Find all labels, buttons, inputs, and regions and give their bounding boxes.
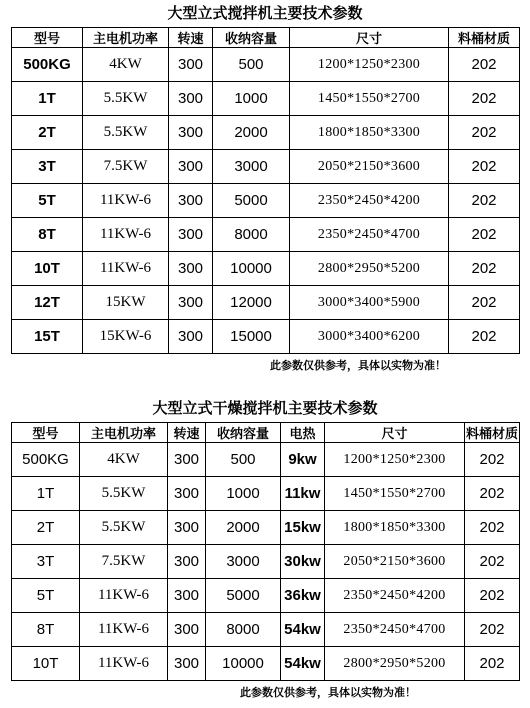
header-speed: 转速 [169, 28, 213, 48]
cell-dimensions: 1800*1850*3300 [325, 511, 465, 545]
cell-capacity: 3000 [213, 150, 290, 184]
cell-motor-power: 11KW-6 [83, 184, 169, 218]
cell-capacity: 8000 [206, 613, 281, 647]
cell-model: 5T [12, 579, 80, 613]
cell-model: 2T [12, 116, 83, 150]
cell-model: 10T [12, 252, 83, 286]
table-row [12, 511, 520, 545]
table-row [12, 443, 520, 477]
cell-capacity: 2000 [213, 116, 290, 150]
cell-speed: 300 [168, 579, 206, 613]
cell-dimensions: 2350*2450*4700 [290, 218, 449, 252]
cell-dimensions: 3000*3400*5900 [290, 286, 449, 320]
cell-motor-power: 5.5KW [83, 116, 169, 150]
cell-dimensions: 1200*1250*2300 [325, 443, 465, 477]
cell-barrel-material: 202 [449, 252, 520, 286]
cell-dimensions: 2350*2450*4200 [290, 184, 449, 218]
cell-speed: 300 [169, 218, 213, 252]
cell-model: 12T [12, 286, 83, 320]
cell-model: 3T [12, 545, 80, 579]
table-row [12, 252, 520, 286]
table-row [12, 613, 520, 647]
cell-barrel-material: 202 [449, 82, 520, 116]
cell-motor-power: 5.5KW [80, 477, 168, 511]
cell-motor-power: 5.5KW [80, 511, 168, 545]
cell-model: 1T [12, 82, 83, 116]
header-motor-power: 主电机功率 [83, 28, 169, 48]
cell-capacity: 10000 [206, 647, 281, 681]
table-row [12, 48, 520, 82]
cell-electric-heating: 54kw [281, 647, 325, 681]
cell-capacity: 500 [213, 48, 290, 82]
cell-dimensions: 2800*2950*5200 [325, 647, 465, 681]
cell-capacity: 1000 [206, 477, 281, 511]
table-row [12, 116, 520, 150]
cell-capacity: 2000 [206, 511, 281, 545]
dryer-mixer-spec-table [11, 422, 520, 681]
table-row [12, 477, 520, 511]
cell-barrel-material: 202 [465, 511, 520, 545]
cell-motor-power: 11KW-6 [83, 218, 169, 252]
cell-speed: 300 [169, 286, 213, 320]
cell-barrel-material: 202 [465, 579, 520, 613]
header-model: 型号 [12, 28, 83, 48]
cell-speed: 300 [169, 150, 213, 184]
cell-dimensions: 2350*2450*4200 [325, 579, 465, 613]
cell-capacity: 12000 [213, 286, 290, 320]
cell-speed: 300 [168, 647, 206, 681]
table2-title: 大型立式干燥搅拌机主要技术参数 [152, 399, 378, 417]
cell-capacity: 5000 [213, 184, 290, 218]
header-electric-heating: 电热 [281, 423, 325, 443]
cell-speed: 300 [169, 82, 213, 116]
cell-dimensions: 2050*2150*3600 [325, 545, 465, 579]
cell-model: 8T [12, 613, 80, 647]
cell-barrel-material: 202 [449, 320, 520, 354]
cell-model: 15T [12, 320, 83, 354]
cell-electric-heating: 30kw [281, 545, 325, 579]
cell-speed: 300 [169, 116, 213, 150]
cell-model: 500KG [12, 48, 83, 82]
cell-barrel-material: 202 [465, 477, 520, 511]
cell-model: 1T [12, 477, 80, 511]
table-row [12, 82, 520, 116]
cell-dimensions: 3000*3400*6200 [290, 320, 449, 354]
cell-barrel-material: 202 [449, 116, 520, 150]
cell-motor-power: 11KW-6 [80, 613, 168, 647]
cell-speed: 300 [169, 320, 213, 354]
table-row [12, 320, 520, 354]
header-capacity: 收纳容量 [206, 423, 281, 443]
header-capacity: 收纳容量 [213, 28, 290, 48]
table2-note: 此参数仅供参考，具体以实物为准！ [240, 686, 416, 699]
mixer-spec-table [11, 27, 520, 354]
cell-barrel-material: 202 [465, 647, 520, 681]
table-row [12, 545, 520, 579]
header-dimensions: 尺寸 [290, 28, 449, 48]
cell-model: 2T [12, 511, 80, 545]
header-barrel-material: 料桶材质 [449, 28, 520, 48]
cell-dimensions: 1450*1550*2700 [325, 477, 465, 511]
cell-barrel-material: 202 [449, 286, 520, 320]
cell-speed: 300 [169, 48, 213, 82]
cell-capacity: 8000 [213, 218, 290, 252]
cell-dimensions: 2350*2450*4700 [325, 613, 465, 647]
cell-model: 500KG [12, 443, 80, 477]
cell-motor-power: 7.5KW [83, 150, 169, 184]
table-row [12, 218, 520, 252]
header-model: 型号 [12, 423, 80, 443]
cell-speed: 300 [168, 477, 206, 511]
table-header-row [12, 28, 520, 48]
cell-barrel-material: 202 [465, 545, 520, 579]
table-header-row [12, 423, 520, 443]
table1-note: 此参数仅供参考，具体以实物为准！ [270, 359, 446, 372]
cell-model: 8T [12, 218, 83, 252]
table-row [12, 286, 520, 320]
header-dimensions: 尺寸 [325, 423, 465, 443]
cell-electric-heating: 54kw [281, 613, 325, 647]
cell-dimensions: 1450*1550*2700 [290, 82, 449, 116]
cell-barrel-material: 202 [449, 184, 520, 218]
cell-capacity: 3000 [206, 545, 281, 579]
cell-motor-power: 4KW [83, 48, 169, 82]
cell-model: 5T [12, 184, 83, 218]
table-row [12, 579, 520, 613]
header-speed: 转速 [168, 423, 206, 443]
cell-barrel-material: 202 [449, 48, 520, 82]
cell-speed: 300 [168, 511, 206, 545]
cell-motor-power: 11KW-6 [80, 579, 168, 613]
cell-speed: 300 [168, 545, 206, 579]
cell-barrel-material: 202 [465, 443, 520, 477]
cell-motor-power: 11KW-6 [80, 647, 168, 681]
cell-model: 10T [12, 647, 80, 681]
cell-motor-power: 15KW-6 [83, 320, 169, 354]
cell-barrel-material: 202 [449, 218, 520, 252]
cell-model: 3T [12, 150, 83, 184]
header-barrel-material: 料桶材质 [465, 423, 520, 443]
cell-dimensions: 1800*1850*3300 [290, 116, 449, 150]
cell-capacity: 5000 [206, 579, 281, 613]
cell-capacity: 10000 [213, 252, 290, 286]
cell-speed: 300 [169, 252, 213, 286]
cell-electric-heating: 36kw [281, 579, 325, 613]
table1-title: 大型立式搅拌机主要技术参数 [167, 4, 363, 22]
cell-dimensions: 2800*2950*5200 [290, 252, 449, 286]
cell-capacity: 1000 [213, 82, 290, 116]
cell-speed: 300 [168, 443, 206, 477]
cell-capacity: 500 [206, 443, 281, 477]
cell-motor-power: 4KW [80, 443, 168, 477]
cell-motor-power: 11KW-6 [83, 252, 169, 286]
header-motor-power: 主电机功率 [80, 423, 168, 443]
table-row [12, 647, 520, 681]
cell-electric-heating: 11kw [281, 477, 325, 511]
cell-motor-power: 15KW [83, 286, 169, 320]
cell-electric-heating: 15kw [281, 511, 325, 545]
cell-electric-heating: 9kw [281, 443, 325, 477]
cell-speed: 300 [168, 613, 206, 647]
cell-speed: 300 [169, 184, 213, 218]
cell-capacity: 15000 [213, 320, 290, 354]
table-row [12, 184, 520, 218]
cell-barrel-material: 202 [449, 150, 520, 184]
table-row [12, 150, 520, 184]
cell-dimensions: 2050*2150*3600 [290, 150, 449, 184]
cell-barrel-material: 202 [465, 613, 520, 647]
cell-motor-power: 7.5KW [80, 545, 168, 579]
cell-motor-power: 5.5KW [83, 82, 169, 116]
cell-dimensions: 1200*1250*2300 [290, 48, 449, 82]
